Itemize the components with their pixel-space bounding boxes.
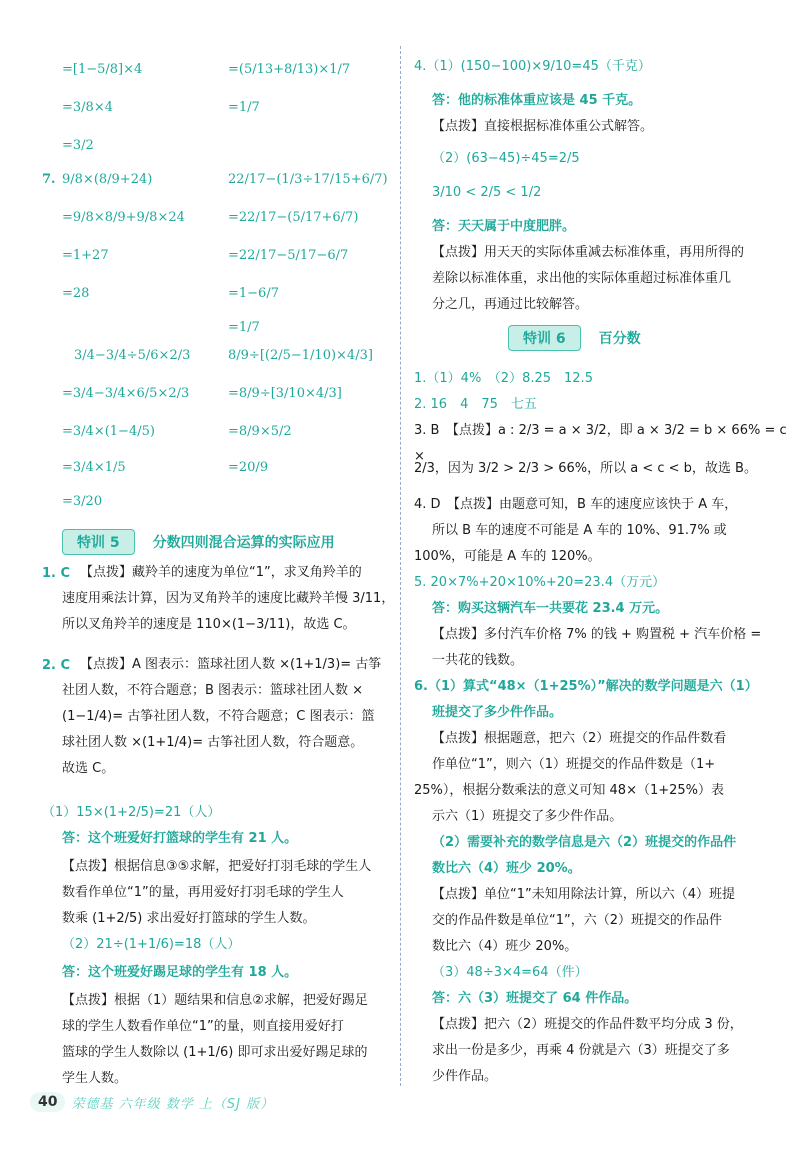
text-line: 交的作品件数是单位“1”，六（2）班提交的作品件 [432,913,723,928]
item-number: 1. C [42,566,71,581]
text-line: 答：购买这辆汽车一共要花 23.4 万元。 [432,601,669,616]
q3-answer2: 答：这个班爱好踢足球的学生有 18 人。 [62,965,298,980]
hint-line: 球的学生人数看作单位“1”的量，则直接用爱好打 [62,1019,344,1034]
math-line: 8/9÷[(2/5−1/10)×4/3] [228,348,373,363]
hint-line: 分之几，再通过比较解答。 [432,297,589,312]
q3-line1: （1）15×(1+2/5)=21（人） [42,805,221,820]
math-line: 22/17−(1/3÷17/15+6/7) [228,172,388,187]
section-banner-5 [62,530,335,554]
math-line: =3/4−3/4×6/5×2/3 [62,386,190,401]
math-line: =8/9×5/2 [228,424,292,439]
page-number: 40 [30,1092,65,1112]
item-number: 2. C [42,658,71,673]
text-line: 【点拨】单位“1”未知用除法计算，所以六（4）班提 [432,887,736,902]
math-line: =1−6/7 [228,286,279,301]
column-divider [400,46,401,1086]
q4-answer1: 答：他的标准体重应该是 45 千克。 [432,93,642,108]
text-line: （3）48÷3×4=64（件） [432,965,588,980]
text-line: 100%，可能是 A 车的 120%。 [414,549,601,564]
q3-line2: （2）21÷(1+1/6)=18（人） [62,937,241,952]
item-text: 【点拨】A 图表示：篮球社团人数 ×(1+1/3)= 古筝 [80,657,382,672]
item-text: 社团人数，不符合题意；B 图表示：篮球社团人数 × [62,683,364,698]
math-line: =3/8×4 [62,100,113,115]
q4-line3: 3/10 < 2/5 < 1/2 [432,185,542,200]
math-line: =1/7 [228,100,260,115]
math-line: 7. [42,172,56,187]
text-line: 所以 B 车的速度不可能是 A 车的 10%、91.7% 或 [432,523,727,538]
text-line: 一共花的钱数。 [432,653,524,668]
text-line: 求出一份是多少，再乘 4 份就是六（3）班提交了多 [432,1043,730,1058]
text-line: 【点拨】根据题意，把六（2）班提交的作品件数看 [432,731,727,746]
hint-line: 数看作单位“1”的量，再用爱好打羽毛球的学生人 [62,885,344,900]
hint-line: 数乘 (1+2/5) 求出爱好打篮球的学生人数。 [62,911,316,926]
math-line: =1/7 [228,320,260,335]
q4-answer2: 答：天天属于中度肥胖。 [432,219,576,234]
banner-title: 百分数 [598,331,641,347]
hint-line: 差除以标准体重，求出他的实际体重超过标准体重几 [432,271,732,286]
text-line: 3. B 【点拨】a : 2/3 = a × 3/2，即 a × 3/2 = b × 66% = c × [414,423,787,464]
math-line: =28 [62,286,90,301]
footer-text: 荣德基 六年级 数学 上（SJ 版） [71,1096,275,1112]
text-line: （2）需要补充的数学信息是六（2）班提交的作品件 [432,835,737,850]
banner-title: 分数四则混合运算的实际应用 [152,535,335,551]
q4-line2: （2）(63−45)÷45=2/5 [432,151,580,166]
item-text: 速度用乘法计算，因为叉角羚羊的速度比藏羚羊慢 3/11， [62,591,395,606]
math-line: =22/17−5/17−6/7 [228,248,349,263]
math-line: =3/2 [62,138,94,153]
text-line: 6.（1）算式“48×（1+25%）”解决的数学问题是六（1） [414,679,758,694]
q3-answer1: 答：这个班爱好打篮球的学生有 21 人。 [62,831,298,846]
q4-line1: 4.（1）(150−100)×9/10=45（千克） [414,59,651,74]
text-line: 4. D 【点拨】由题意可知，B 车的速度应该快于 A 车， [414,497,738,512]
text-line: 少件作品。 [432,1069,498,1084]
banner-pill: 特训 6 [508,325,581,351]
text-line: 2. 16 4 75 七五 [414,397,537,412]
text-line: 答：六（3）班提交了 64 件作品。 [432,991,638,1006]
item-text: 球社团人数 ×(1+1/4)= 古筝社团人数，符合题意。 [62,735,364,750]
hint-line: 【点拨】用天天的实际体重减去标准体重，再用所得的 [432,245,745,260]
hint-line: 【点拨】根据（1）题结果和信息②求解，把爱好踢足 [62,993,368,1008]
text-line: 数比六（4）班少 20%。 [432,939,578,954]
text-line: 1.（1）4% （2）8.25 12.5 [414,371,593,386]
math-line: =3/20 [62,494,103,509]
text-line: 【点拨】把六（2）班提交的作品件数平均分成 3 份， [432,1017,743,1032]
math-line: =22/17−(5/17+6/7) [228,210,359,225]
math-line: 9/8×(8/9+24) [62,172,153,187]
item-text: 【点拨】藏羚羊的速度为单位“1”，求叉角羚羊的 [80,565,362,580]
page-footer [30,1092,274,1112]
math-line: =3/4×1/5 [62,460,126,475]
text-line: 2/3，因为 3/2 > 2/3 > 66%，所以 a < c < b，故选 B。 [414,461,757,476]
text-line: 班提交了多少件作品。 [432,705,563,720]
text-line: 5. 20×7%+20×10%+20=23.4（万元） [414,575,666,590]
math-line: 3/4−3/4÷5/6×2/3 [74,348,191,363]
math-line: =3/4×(1−4/5) [62,424,155,439]
item-text: 所以叉角羚羊的速度是 110×(1−3/11)，故选 C。 [62,617,356,632]
hint-line: 【点拨】根据信息③⑤求解，把爱好打羽毛球的学生人 [62,859,372,874]
text-line: 作单位“1”，则六（1）班提交的作品件数是（1+ [432,757,716,772]
text-line: 【点拨】多付汽车价格 7% 的钱 + 购置税 + 汽车价格 = [432,627,762,642]
text-line: 示六（1）班提交了多少件作品。 [432,809,623,824]
math-line: =8/9÷[3/10×4/3] [228,386,342,401]
item-text: (1−1/4)= 古筝社团人数，不符合题意；C 图表示：篮 [62,709,375,724]
math-line: =1+27 [62,248,109,263]
q4-hint1: 【点拨】直接根据标准体重公式解答。 [432,119,654,134]
math-line: =(5/13+8/13)×1/7 [228,62,351,77]
hint-line: 学生人数。 [62,1071,128,1086]
text-line: 25%），根据分数乘法的意义可知 48×（1+25%）表 [414,783,725,798]
section-banner-6 [508,326,641,350]
text-line: 数比六（4）班少 20%。 [432,861,581,876]
math-line: =20/9 [228,460,269,475]
hint-line: 篮球的学生人数除以 (1+1/6) 即可求出爱好踢足球的 [62,1045,368,1060]
item-text: 故选 C。 [62,761,115,776]
math-line: =[1−5/8]×4 [62,62,143,77]
banner-pill: 特训 5 [62,529,135,555]
math-line: =9/8×8/9+9/8×24 [62,210,185,225]
